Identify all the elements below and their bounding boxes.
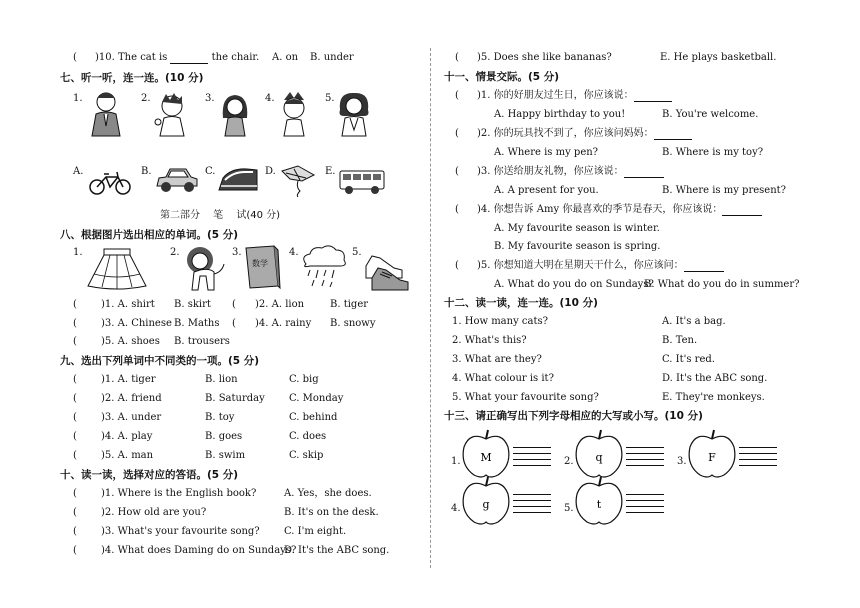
sec7-num-2: 2. (141, 93, 151, 104)
sec9-row4-c: C. does (289, 431, 327, 442)
sec9-row2-c: C. Monday (289, 393, 344, 404)
sec8-row2-paren1: ( (73, 318, 77, 329)
lion-icon (180, 244, 228, 292)
sec11-q3-b: B. Where is my present? (662, 185, 787, 196)
sec8-num-4: 4. (289, 247, 299, 258)
sec12-a4: D. It's the ABC song. (662, 373, 768, 384)
section-12-title: 十二、读一读，连一连。(10 分) (444, 297, 598, 309)
bicycle-icon (88, 170, 132, 196)
item-10-paren: ( (73, 52, 77, 63)
answer-blank[interactable] (654, 129, 692, 140)
rain-cloud-icon (298, 244, 350, 288)
apple-3-lines[interactable] (739, 447, 777, 471)
skirt-icon (84, 246, 150, 292)
sec11-q2-b: B. Where is my toy? (662, 147, 764, 158)
sec11-q4 (477, 204, 762, 216)
sec11-q3-a: A. A present for you. (494, 185, 599, 196)
sec8-row2-paren2: ( (232, 318, 236, 329)
sec11-q1-paren: ( (455, 90, 459, 101)
sec8-row1-q1: )1. A. shirt (101, 299, 155, 310)
item-10-text: )10. The cat is (95, 52, 168, 63)
apple-4-lines[interactable] (513, 494, 551, 518)
sec10-row2-q: )2. How old are you? (101, 507, 207, 518)
apple-3-num: 3. (677, 456, 687, 467)
sec12-a3: C. It's red. (662, 354, 715, 365)
apple-1-letter: M (480, 451, 492, 464)
sec10-row1-a: A. Yes，she does. (284, 488, 372, 499)
sec11-q4-text: )4. 你想告诉 Amy 你最喜欢的季节是春天，你应该说： (477, 204, 723, 215)
sec9-row5-a: )5. A. man (101, 450, 154, 461)
woman-icon (332, 90, 376, 138)
sec11-q1-a: A. Happy birthday to you! (494, 109, 626, 120)
part-2-title: 第二部分 笔 试(40 分) (160, 210, 281, 221)
girl-pigtail-icon (272, 90, 316, 138)
sec7-num-4: 4. (265, 93, 275, 104)
sec8-row1-b2: B. tiger (330, 299, 369, 310)
sec10-row3-a: C. I'm eight. (284, 526, 347, 537)
sec8-row3-paren1: ( (73, 336, 77, 347)
sec10-row2-a: B. It's on the desk. (284, 507, 379, 518)
sec11-q2-a: A. Where is my pen? (494, 147, 599, 158)
answer-blank[interactable] (684, 261, 724, 272)
sec10-row1-q: )1. Where is the English book? (101, 488, 257, 499)
sec10-row3-paren: ( (73, 526, 77, 537)
sec8-row3-q1: )5. A. shoes (101, 336, 160, 347)
sec11-q3 (477, 166, 664, 178)
sec11-q4-paren: ( (455, 204, 459, 215)
sec9-row1-a: )1. A. tiger (101, 374, 156, 385)
sec7-num-5: 5. (325, 93, 335, 104)
sec10-row3-q: )3. What's your favourite song? (101, 526, 260, 537)
sec7-letter-c: C. (205, 166, 216, 177)
sec8-num-1: 1. (73, 247, 83, 258)
sec11-q1 (477, 90, 672, 102)
apple-2-letter: q (595, 451, 603, 464)
item-10-b: B. under (310, 52, 354, 63)
sec8-row1-q2: )2. A. lion (255, 299, 305, 310)
sec9-row2-paren: ( (73, 393, 77, 404)
sec11-q3-paren: ( (455, 166, 459, 177)
answer-blank[interactable] (722, 205, 762, 216)
apple-1-lines[interactable] (513, 447, 551, 471)
apple-1-icon (460, 427, 512, 479)
apple-2-lines[interactable] (626, 447, 664, 471)
sec7-num-3: 3. (205, 93, 215, 104)
sec12-q1: 1. How many cats? (452, 316, 548, 327)
sec9-row4-a: )4. A. play (101, 431, 153, 442)
sec9-row5-paren: ( (73, 450, 77, 461)
sec8-num-3: 3. (232, 247, 242, 258)
sec7-letter-a: A. (73, 166, 84, 177)
sec10-row4-paren: ( (73, 545, 77, 556)
sec8-num-5: 5. (352, 247, 362, 258)
sec7-letter-e: E. (325, 166, 336, 177)
item-10-a: A. on (272, 52, 299, 63)
girl-icon (213, 90, 257, 138)
r-item5-ans: E. He plays basketball. (660, 52, 777, 63)
apple-2-num: 2. (564, 456, 574, 467)
item-10 (95, 52, 259, 64)
sec8-row1-paren1: ( (73, 299, 77, 310)
sec8-row2-b2: B. snowy (330, 318, 376, 329)
apple-2-icon (573, 427, 625, 479)
sec9-row1-c: C. big (289, 374, 319, 385)
column-divider (430, 48, 431, 568)
sec11-q4-b: B. My favourite season is spring. (494, 241, 661, 252)
sec9-row1-paren: ( (73, 374, 77, 385)
sec11-q2-text: )2. 你的玩具找不到了，你应该问妈妈： (477, 128, 654, 139)
sec7-letter-b: B. (141, 166, 152, 177)
sec11-q5 (477, 260, 724, 272)
section-7-title: 七、听一听，连一连。(10 分) (60, 72, 204, 84)
sec9-row4-b: B. goes (205, 431, 243, 442)
bus-icon (338, 168, 386, 196)
apple-5-lines[interactable] (626, 494, 664, 518)
train-icon (217, 166, 259, 196)
section-13-title: 十三、请正确写出下列字母相应的大写或小写。(10 分) (444, 410, 703, 422)
sec8-num-2: 2. (170, 247, 180, 258)
sec7-letter-d: D. (265, 166, 276, 177)
sec11-q3-text: )3. 你送给朋友礼物，你应该说： (477, 166, 624, 177)
apple-3-icon (686, 427, 738, 479)
sec11-q1-text: )1. 你的好朋友过生日，你应该说： (477, 90, 634, 101)
sec9-row5-b: B. swim (205, 450, 246, 461)
sec9-row2-a: )2. A. friend (101, 393, 162, 404)
boy-icon (150, 90, 194, 138)
shoes-icon (362, 248, 412, 292)
apple-3-letter: F (708, 451, 716, 464)
sec9-row5-c: C. skip (289, 450, 324, 461)
man-icon (84, 90, 128, 138)
sec12-a1: A. It's a bag. (662, 316, 726, 327)
sec10-row4-a: D. It's the ABC song. (284, 545, 390, 556)
sec9-row2-b: B. Saturday (205, 393, 265, 404)
sec8-row2-b1: B. Maths (174, 318, 220, 329)
sec10-row2-paren: ( (73, 507, 77, 518)
section-10-title: 十、读一读，选择对应的答语。(5 分) (60, 469, 239, 481)
apple-5-num: 5. (564, 503, 574, 514)
answer-blank[interactable] (624, 167, 664, 178)
sec7-num-1: 1. (73, 93, 83, 104)
section-11-title: 十一、情景交际。(5 分) (444, 71, 560, 83)
sec8-row1-b1: B. skirt (174, 299, 211, 310)
sec9-row1-b: B. lion (205, 374, 238, 385)
sec8-row3-b1: B. trousers (174, 336, 230, 347)
sec8-row1-paren2: ( (232, 299, 236, 310)
answer-blank[interactable] (634, 91, 672, 102)
sec12-a2: B. Ten. (662, 335, 698, 346)
sec12-q5: 5. What your favourite song? (452, 392, 599, 403)
sec11-q5-b: B. What do you do in summer? (644, 279, 800, 290)
sec8-row2-q1: )3. A. Chinese (101, 318, 172, 329)
kite-icon (276, 163, 320, 197)
sec11-q4-a: A. My favourite season is winter. (494, 223, 660, 234)
sec9-row3-b: B. toy (205, 412, 235, 423)
sec12-q2: 2. What's this? (452, 335, 527, 346)
section-9-title: 九、选出下列单词中不同类的一项。(5 分) (60, 355, 260, 367)
apple-4-num: 4. (451, 503, 461, 514)
sec12-a5: E. They're monkeys. (662, 392, 765, 403)
item-10-after: the chair. (211, 52, 260, 63)
sec9-row3-paren: ( (73, 412, 77, 423)
apple-4-letter: g (482, 498, 490, 511)
section-8-title: 八、根据图片选出相应的单词。(5 分) (60, 229, 239, 241)
sec12-q3: 3. What are they? (452, 354, 542, 365)
book-label: 数学 (252, 259, 268, 268)
apple-1-num: 1. (451, 456, 461, 467)
apple-4-icon (460, 474, 512, 526)
maths-book-icon (240, 244, 282, 292)
sec9-row3-a: )3. A. under (101, 412, 162, 423)
r-item5-q: )5. Does she like bananas? (477, 52, 612, 63)
sec8-row2-q2: )4. A. rainy (255, 318, 312, 329)
sec9-row3-c: C. behind (289, 412, 338, 423)
sec11-q5-paren: ( (455, 260, 459, 271)
sec11-q2-paren: ( (455, 128, 459, 139)
sec10-row1-paren: ( (73, 488, 77, 499)
sec11-q1-b: B. You're welcome. (662, 109, 759, 120)
sec12-q4: 4. What colour is it? (452, 373, 554, 384)
sec9-row4-paren: ( (73, 431, 77, 442)
sec11-q2 (477, 128, 692, 140)
apple-5-letter: t (596, 498, 602, 511)
sec10-row4-q: )4. What does Daming do on Sundays? (101, 545, 297, 556)
r-item5-paren: ( (455, 52, 459, 63)
sec11-q5-text: )5. 你想知道大明在星期天干什么，你应该问： (477, 260, 684, 271)
apple-5-icon (573, 474, 625, 526)
sec11-q5-a: A. What do you do on Sundays? (494, 279, 654, 290)
answer-blank[interactable] (170, 53, 208, 64)
car-icon (154, 166, 200, 196)
